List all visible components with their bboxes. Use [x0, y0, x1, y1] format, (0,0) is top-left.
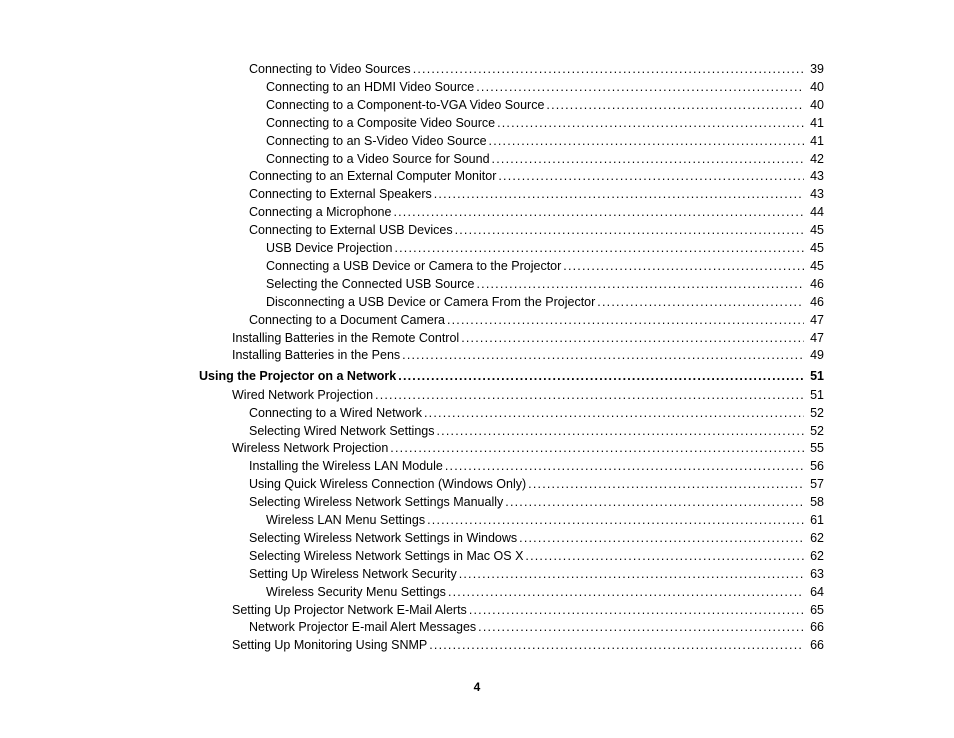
- toc-entry-page: 63: [810, 566, 824, 581]
- toc-entry[interactable]: [249, 547, 824, 565]
- toc-entry-page: 41: [810, 115, 824, 130]
- dot-leader: [519, 529, 804, 547]
- toc-entry[interactable]: [232, 386, 824, 404]
- dot-leader: [597, 293, 804, 311]
- toc-entry-title: Wireless LAN Menu Settings: [266, 513, 426, 527]
- dot-leader: [492, 150, 804, 168]
- toc-entry-page: 51: [810, 369, 824, 384]
- toc-entry-title: Wired Network Projection: [232, 387, 374, 402]
- dot-leader: [489, 132, 804, 150]
- toc-entry-title: USB Device Projection: [266, 241, 393, 255]
- dot-leader: [476, 275, 804, 293]
- toc-entry[interactable]: [249, 185, 824, 203]
- dot-leader: [393, 203, 804, 221]
- toc-entry[interactable]: [199, 367, 824, 385]
- dot-leader: [413, 60, 804, 78]
- toc-entry-page: 40: [810, 79, 824, 94]
- toc-entry[interactable]: [232, 346, 824, 364]
- toc-entry-title: Connecting to an External Computer Monitor: [249, 169, 497, 184]
- toc-entry-page: 43: [810, 187, 824, 202]
- toc-entry[interactable]: [266, 275, 824, 293]
- toc-entry-title: Selecting Wireless Network Settings in Mac OS X: [249, 548, 524, 563]
- toc-entry[interactable]: [266, 114, 824, 132]
- toc-entry-title: Using Quick Wireless Connection (Windows Only): [249, 477, 527, 492]
- dot-leader: [528, 475, 804, 493]
- dot-leader: [375, 386, 804, 404]
- page-number: 4: [473, 680, 481, 694]
- toc-entry-title: Connecting to an HDMI Video Source: [266, 79, 475, 94]
- dot-leader: [445, 457, 804, 475]
- toc-entry-title: Installing Batteries in the Remote Control: [232, 330, 460, 345]
- toc-entry-page: 44: [810, 205, 824, 220]
- toc-entry-title: Connecting to a Video Source for Sound: [266, 151, 490, 166]
- toc-entry[interactable]: [266, 257, 824, 275]
- toc-entry-page: 43: [810, 169, 824, 184]
- toc-entry-page: 46: [810, 294, 824, 309]
- dot-leader: [394, 239, 804, 257]
- toc-entry[interactable]: [249, 529, 824, 547]
- toc-entry[interactable]: [266, 511, 824, 529]
- toc-entry-page: 62: [810, 530, 824, 545]
- dot-leader: [563, 257, 804, 275]
- toc-entry[interactable]: [266, 239, 824, 257]
- toc-entry-title: Selecting Wireless Network Settings Manually: [249, 495, 504, 510]
- toc-entry-title: Selecting Wired Network Settings: [249, 423, 435, 438]
- dot-leader: [505, 493, 804, 511]
- dot-leader: [459, 565, 804, 583]
- toc-entry-title: Setting Up Monitoring Using SNMP: [232, 638, 428, 653]
- dot-leader: [424, 404, 804, 422]
- toc-entry[interactable]: [266, 78, 824, 96]
- toc-entry-title: Selecting Wireless Network Settings in Windows: [249, 530, 518, 545]
- toc-entry-page: 45: [810, 223, 824, 238]
- toc-entry-title: Installing the Wireless LAN Module: [249, 459, 443, 474]
- toc-entry-page: 64: [810, 584, 824, 599]
- dot-leader: [427, 511, 804, 529]
- toc-entry-page: 58: [810, 495, 824, 510]
- toc-entry[interactable]: [249, 404, 824, 422]
- toc-entry-page: 62: [810, 548, 824, 563]
- dot-leader: [434, 185, 804, 203]
- toc-entry-title: Connecting to External USB Devices: [249, 223, 453, 238]
- toc-entry[interactable]: [249, 221, 824, 239]
- toc-entry[interactable]: [249, 493, 824, 511]
- toc-entry[interactable]: [232, 439, 824, 457]
- dot-leader: [546, 96, 804, 114]
- toc-entry-title: Connecting to Video Sources: [249, 62, 411, 76]
- toc-entry-page: 40: [810, 97, 824, 112]
- toc-entry[interactable]: [266, 293, 824, 311]
- toc-entry[interactable]: [232, 601, 824, 619]
- toc-entry-page: 47: [810, 312, 824, 327]
- toc-entry-page: 42: [810, 151, 824, 166]
- toc-entry-title: Setting Up Projector Network E-Mail Alerts: [232, 602, 467, 617]
- toc-entry-page: 56: [810, 459, 824, 474]
- toc-entry-title: Connecting a USB Device or Camera to the Projector: [266, 258, 562, 273]
- toc-entry-page: 65: [810, 602, 824, 617]
- toc-entry[interactable]: [249, 565, 824, 583]
- toc-entry-title: Selecting the Connected USB Source: [266, 276, 475, 291]
- toc-entry[interactable]: [249, 457, 824, 475]
- toc-entry[interactable]: [266, 96, 824, 114]
- toc-entry-title: Connecting to a Composite Video Source: [266, 115, 496, 130]
- dot-leader: [478, 618, 804, 636]
- dot-leader: [448, 583, 804, 601]
- dot-leader: [497, 114, 804, 132]
- toc-entry-page: 66: [810, 638, 824, 653]
- toc-entry-page: 45: [810, 258, 824, 273]
- dot-leader: [455, 221, 804, 239]
- toc-entry-page: 51: [810, 387, 824, 402]
- toc-entry[interactable]: [249, 311, 824, 329]
- toc-entry-title: Using the Projector on a Network: [199, 369, 397, 384]
- dot-leader: [390, 439, 804, 457]
- toc-entry-page: 46: [810, 276, 824, 291]
- toc-entry-page: 45: [810, 241, 824, 255]
- toc-entry-title: Connecting to a Document Camera: [249, 312, 445, 327]
- toc-entry-title: Connecting to External Speakers: [249, 187, 432, 202]
- toc-entry[interactable]: [249, 618, 824, 636]
- toc-entry-page: 47: [810, 330, 824, 345]
- toc-entry-title: Wireless Network Projection: [232, 441, 389, 456]
- toc-entry-title: Disconnecting a USB Device or Camera From the Projector: [266, 294, 596, 309]
- toc-entry-title: Wireless Security Menu Settings: [266, 584, 446, 599]
- toc-entry[interactable]: [249, 203, 824, 221]
- toc-entry-page: 52: [810, 405, 824, 420]
- dot-leader: [498, 167, 804, 185]
- toc-entry-title: Network Projector E-mail Alert Messages: [249, 620, 477, 635]
- toc-entry-title: Connecting to a Wired Network: [249, 405, 422, 420]
- toc-entry-page: 55: [810, 441, 824, 456]
- toc-entry[interactable]: [232, 636, 824, 654]
- toc-entry-title: Connecting to an S-Video Video Source: [266, 133, 487, 148]
- dot-leader: [469, 601, 804, 619]
- toc-entry-title: Setting Up Wireless Network Security: [249, 566, 457, 581]
- dot-leader: [461, 329, 804, 347]
- toc-entry[interactable]: [249, 167, 824, 185]
- toc-entry-page: 52: [810, 423, 824, 438]
- toc-entry-page: 41: [810, 133, 824, 148]
- dot-leader: [398, 367, 804, 385]
- toc-entry-page: 61: [810, 513, 824, 527]
- toc-entry[interactable]: [249, 60, 824, 78]
- dot-leader: [437, 422, 805, 440]
- toc-entry[interactable]: [266, 132, 824, 150]
- toc-entry-page: 57: [810, 477, 824, 492]
- toc-entry-page: 39: [810, 62, 824, 76]
- toc-entry-page: 49: [810, 348, 824, 363]
- toc-entry[interactable]: [232, 329, 824, 347]
- toc-entry-title: Connecting a Microphone: [249, 205, 392, 220]
- dot-leader: [402, 346, 804, 364]
- dot-leader: [525, 547, 804, 565]
- toc-entry[interactable]: [266, 583, 824, 601]
- toc-entry[interactable]: [266, 150, 824, 168]
- toc-entry-title: Connecting to a Component-to-VGA Video Source: [266, 97, 545, 112]
- dot-leader: [447, 311, 804, 329]
- dot-leader: [476, 78, 804, 96]
- dot-leader: [429, 636, 804, 654]
- toc-entry-title: Installing Batteries in the Pens: [232, 348, 401, 363]
- toc-entry[interactable]: [249, 422, 824, 440]
- toc-entry-page: 66: [810, 620, 824, 635]
- toc-entry[interactable]: [249, 475, 824, 493]
